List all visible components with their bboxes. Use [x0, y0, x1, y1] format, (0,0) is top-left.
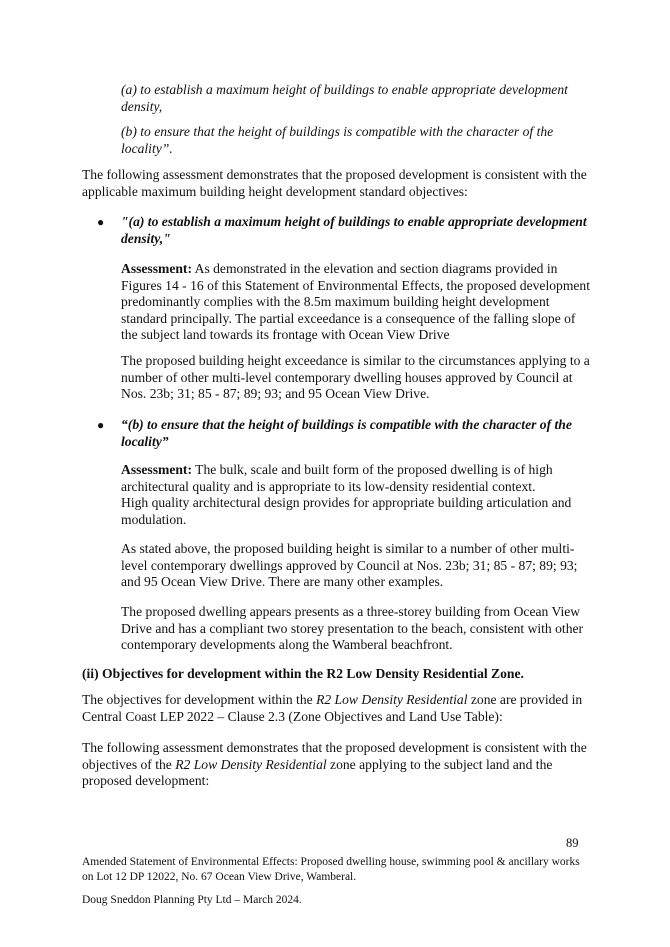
objective-b-quote: (b) to ensure that the height of buildings is compatible with the character of the locality”.: [121, 124, 554, 156]
following-text-pre: The following assessment demonstrates that the proposed development is consistent with the objectives of the: [82, 740, 587, 772]
page-number: 89: [566, 836, 579, 850]
objective-a-quote: (a) to establish a maximum height of buildings to enable appropriate development density,: [121, 82, 568, 114]
objectives-text-post: zone are provided in Central Coast LEP 2022 – Clause 2.3 (Zone Objectives and Land Use Table):: [82, 692, 583, 724]
assessment-label: Assessment:: [121, 462, 192, 477]
section-heading: (ii) Objectives for development within the R2 Low Density Residential Zone.: [82, 666, 524, 681]
assessment-a-paragraph: [121, 261, 593, 344]
zone-name-emphasis: R2 Low Density Residential: [316, 692, 468, 707]
following-text-post: zone applying to the subject land and the proposed development:: [82, 756, 553, 788]
objectives-paragraph: [82, 692, 594, 725]
assessment-b-paragraph: [121, 462, 583, 495]
assessment-b-paragraph-2: As stated above, the proposed building height is similar to a number of other multi-level contemporary dwellings approved by Council at Nos. 23b; 31; 85 - 87; 89; 93; and 95 Ocean View Drive. There are many other examples.: [121, 541, 578, 589]
assessment-b-paragraph-3: The proposed dwelling appears presents as a three-storey building from Ocean View Drive and has a compliant two storey presentation to the beach, consistent with other contemporary developments along the Wamberal beachfront.: [121, 604, 584, 652]
bullet-heading-a: "(a) to establish a maximum height of buildings to enable appropriate development density,": [121, 214, 587, 246]
assessment-a-paragraph-2: The proposed building height exceedance is similar to the circumstances applying to a number of other multi-level contemporary dwelling houses approved by Council at Nos. 23b; 31; 85 - 87; 89; 93; and 95 Ocean View Drive.: [121, 353, 590, 401]
following-assessment-paragraph: [82, 740, 594, 790]
assessment-b-text-2: High quality architectural design provides for appropriate building articulation and modulation.: [121, 495, 572, 527]
objectives-text-pre: The objectives for development within the: [82, 692, 317, 707]
bullet-heading-b: “(b) to ensure that the height of buildings is compatible with the character of the locality”: [121, 417, 572, 449]
assessment-label: Assessment:: [121, 261, 192, 276]
bullet-marker: ●: [97, 418, 105, 432]
footer-line-1: Amended Statement of Environmental Effects: Proposed dwelling house, swimming pool & ancillary works on Lot 12 DP 12022, No. 67 Ocean View Drive, Wamberal.: [82, 856, 580, 883]
zone-name-emphasis: R2 Low Density Residential: [175, 756, 327, 772]
assessment-a-text: As demonstrated in the elevation and section diagrams provided in Figures 14 - 16 of this Statement of Environmental Effects, the proposed development predominantly complies with the 8.5m maximum building height development standard principally. The partial exceedance is a consequence of the falling slope of the subject land towards its frontage with Ocean View Drive: [121, 261, 591, 342]
assessment-b-text: The bulk, scale and built form of the proposed dwelling is of high architectural quality and is appropriate to its low-density residential context.: [121, 462, 553, 494]
footer-line-2: Doug Sneddon Planning Pty Ltd – March 2024.: [82, 894, 302, 906]
intro-paragraph: The following assessment demonstrates that the proposed development is consistent with the applicable maximum building height development standard objectives:: [82, 167, 587, 199]
bullet-marker: ●: [97, 215, 105, 229]
